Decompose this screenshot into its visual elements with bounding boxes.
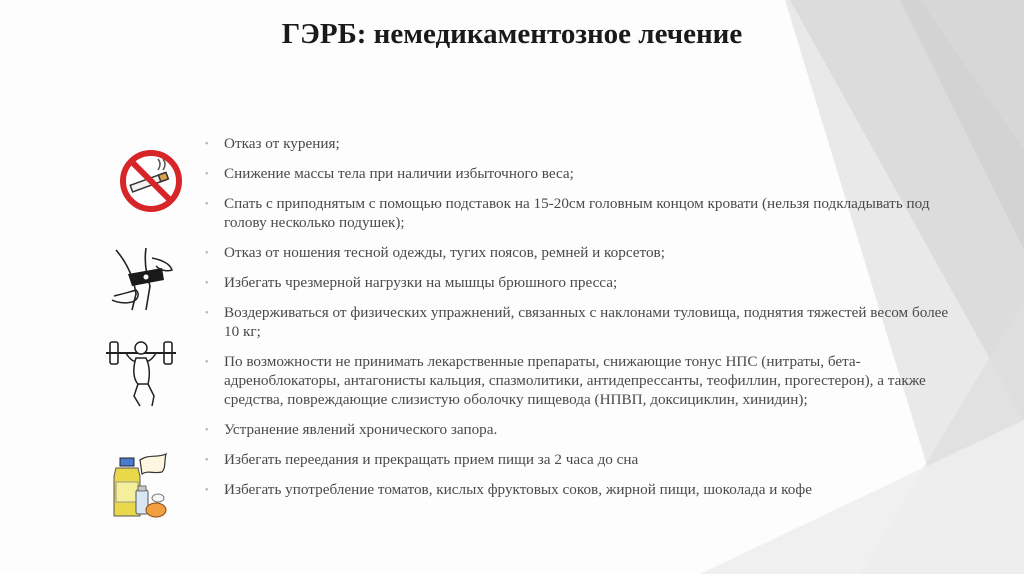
bullet-marker: • (205, 169, 209, 180)
list-item (205, 352, 950, 409)
bullet-marker: • (205, 308, 209, 319)
bullet-list (205, 134, 950, 510)
list-item (205, 134, 950, 153)
weightlifter-icon (104, 334, 178, 408)
bullet-marker: • (205, 248, 209, 259)
bullet-text: Избегать употребление томатов, кислых фруктовых соков, жирной пищи, шоколада и кофе (224, 481, 812, 498)
slide-title: ГЭРБ: немедикаментозное лечение (281, 18, 743, 50)
no-smoking-icon (118, 148, 184, 214)
bullet-marker: • (205, 425, 209, 436)
bullet-text: Спать с приподнятым с помощью подставок на 15-20см головным концом кровати (нельзя подкладывать под голову несколько подушек); (224, 195, 930, 231)
bullet-marker: • (205, 485, 209, 496)
belt-tightening-icon (106, 244, 178, 314)
bullet-marker: • (205, 199, 209, 210)
list-item (205, 480, 950, 499)
bullet-text: Снижение массы тела при наличии избыточного веса; (224, 165, 574, 182)
bullet-text: По возможности не принимать лекарственные препараты, снижающие тонус НПС (нитраты, бета-адреноблокаторы, антагонисты кальция, спазмолитики, антидепрессанты, теофиллин, прогестерон), а также средства, повреждающие слизистую оболочку пищевода (НПВП, доксициклин, хинидин); (224, 353, 926, 408)
bullet-text: Отказ от курения; (224, 135, 340, 152)
medicines-icon (110, 452, 172, 522)
bullet-text: Воздерживаться от физических упражнений, связанных с наклонами туловища, поднятия тяжестей весом более 10 кг; (224, 304, 949, 340)
bullet-marker: • (205, 455, 209, 466)
list-item (205, 194, 950, 232)
list-item (205, 164, 950, 183)
bullet-marker: • (205, 139, 209, 150)
bullet-marker: • (205, 278, 209, 289)
bullet-text: Избегать чрезмерной нагрузки на мышцы брюшного пресса; (224, 274, 618, 291)
bullet-text: Избегать переедания и прекращать прием пищи за 2 часа до сна (224, 451, 639, 468)
list-item (205, 450, 950, 469)
bullet-text: Отказ от ношения тесной одежды, тугих поясов, ремней и корсетов; (224, 244, 665, 261)
list-item (205, 303, 950, 341)
list-item (205, 273, 950, 292)
bullet-marker: • (205, 357, 209, 368)
list-item (205, 243, 950, 262)
list-item (205, 420, 950, 439)
bullet-text: Устранение явлений хронического запора. (224, 421, 498, 438)
